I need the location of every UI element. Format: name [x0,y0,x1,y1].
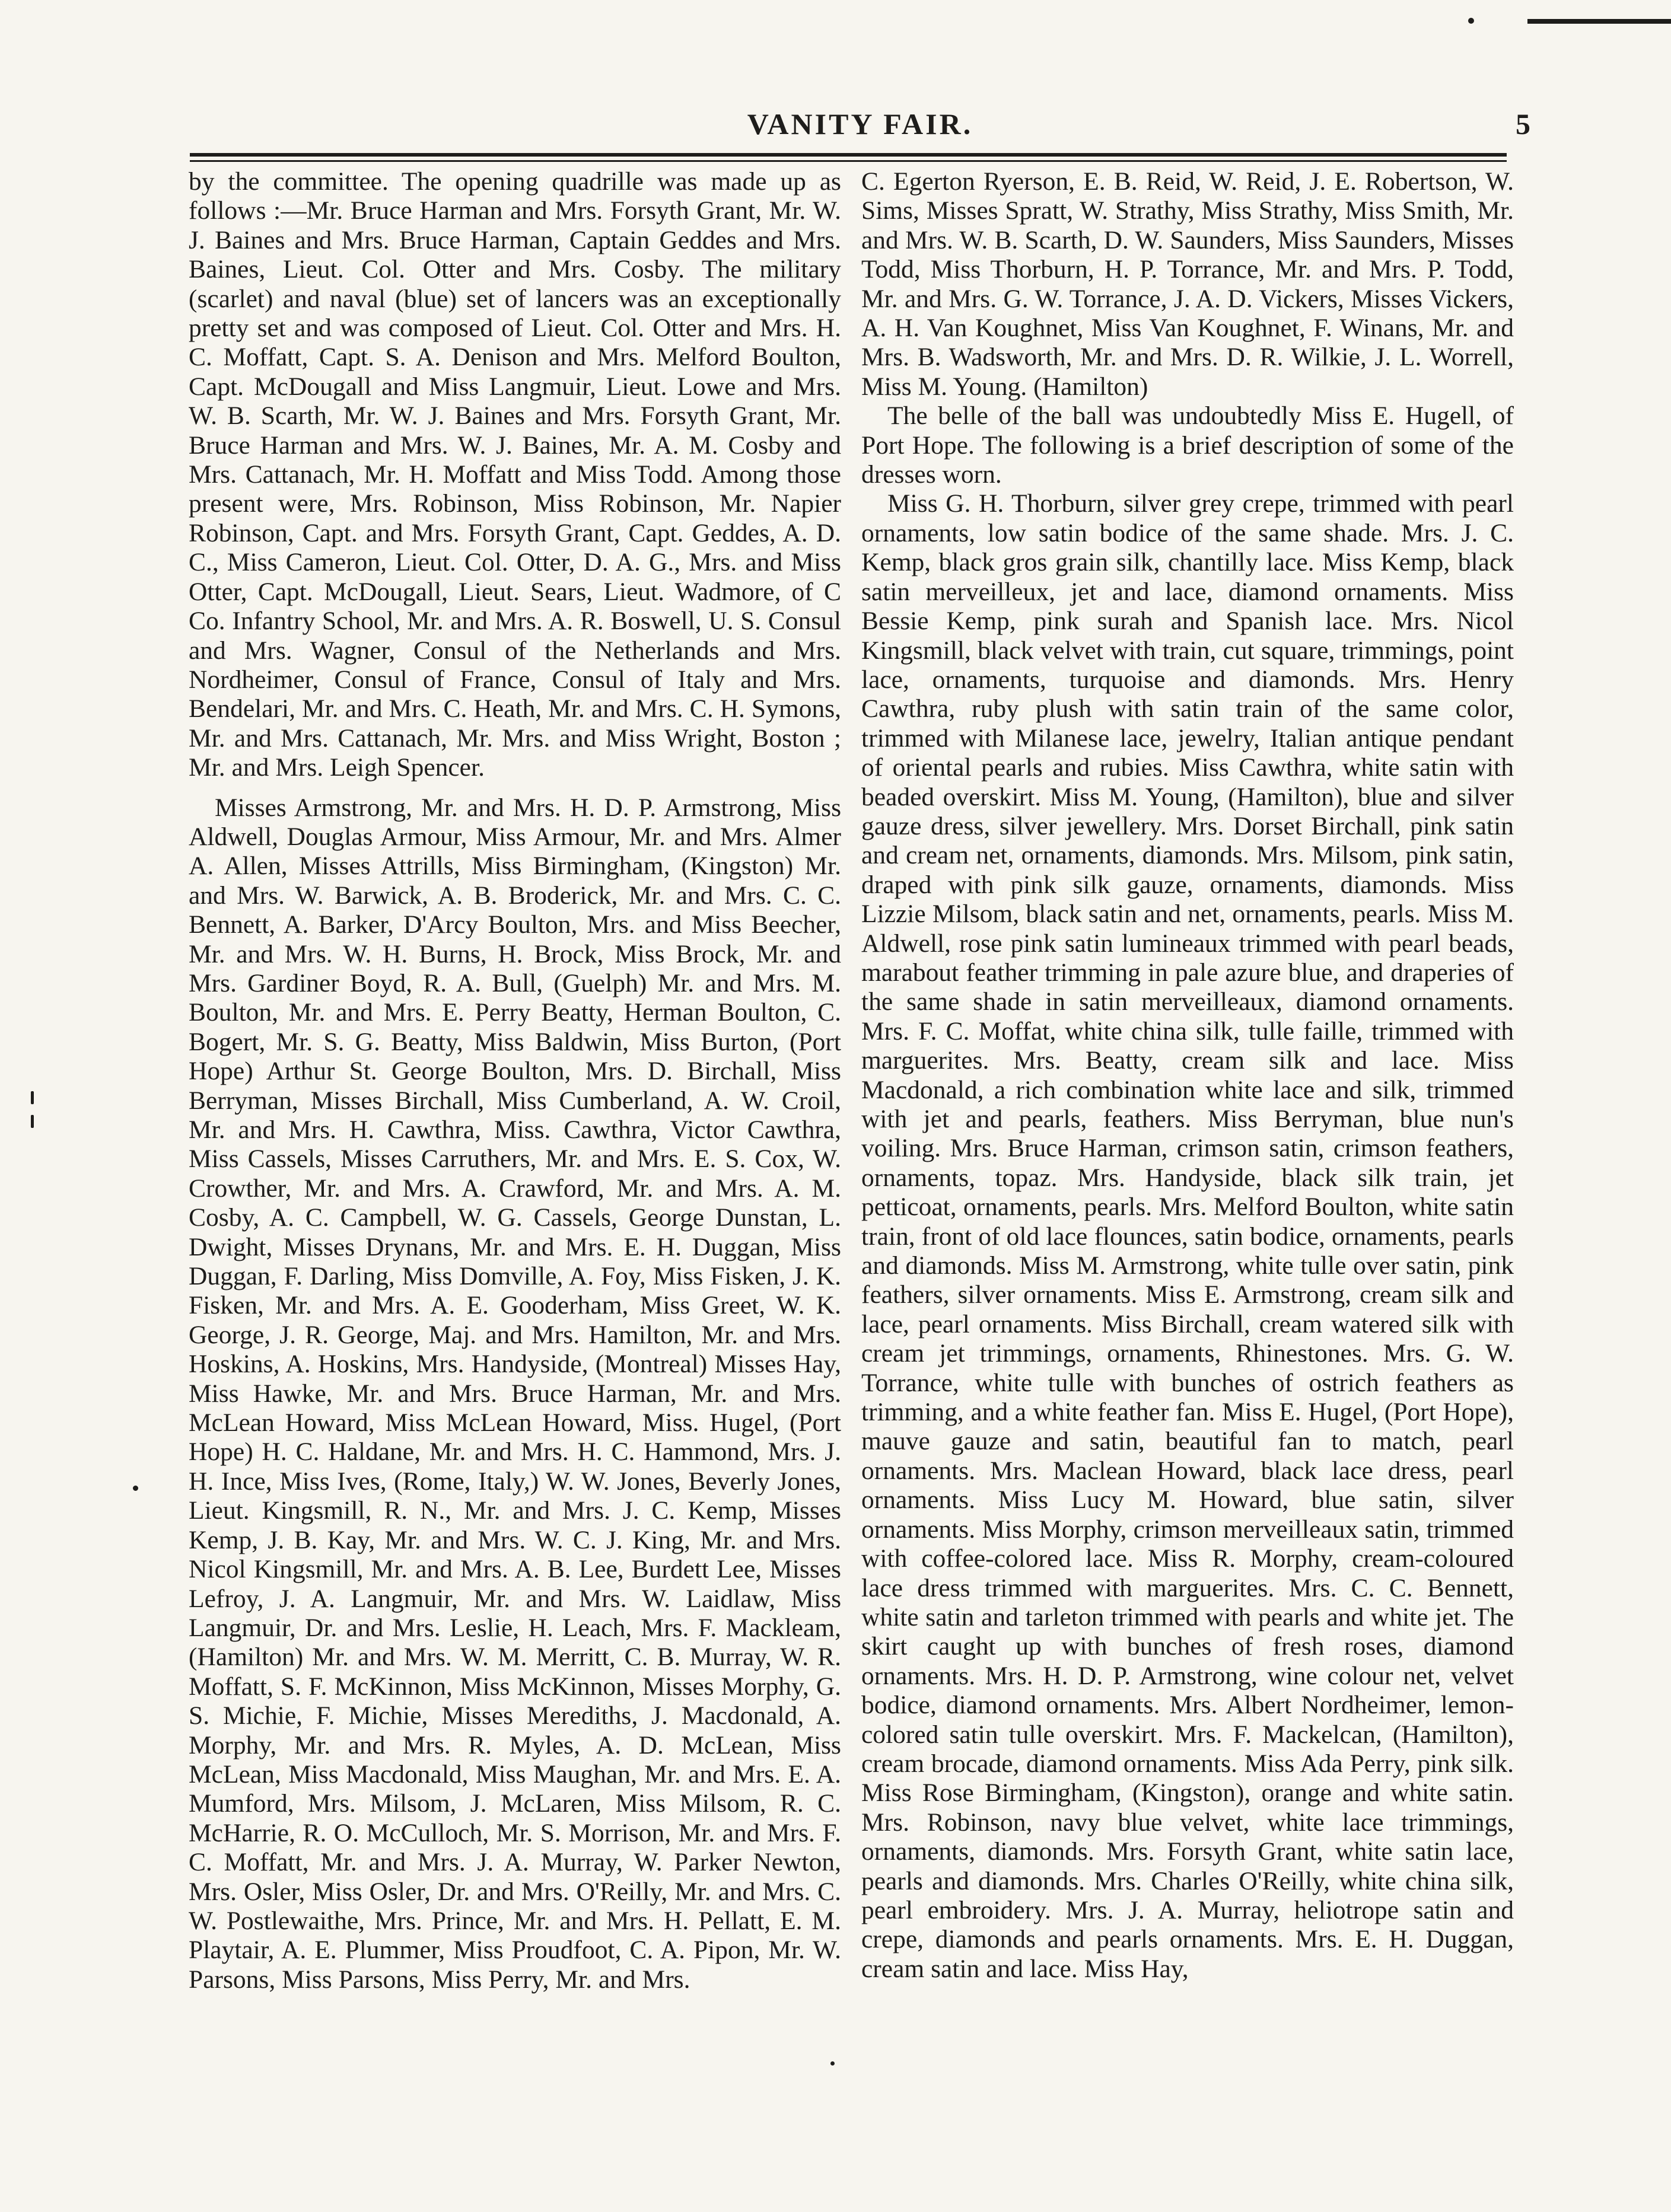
masthead-title: VANITY FAIR. [747,107,973,141]
top-edge-mark [1527,19,1671,24]
paragraph-guest-list-continued: C. Egerton Ryerson, E. B. Reid, W. Reid, J. E. Robertson, W. Sims, Misses Spratt, W. Strathy, Miss Strathy, Miss Smith, Mr. and Mrs. W. B. Scarth, D. W. Saunders, Miss Saunders, Misses Todd, Miss Thorburn, H. P. Torrance, Mr. and Mrs. P. Todd, Mr. and Mrs. G. W. Torrance, J. A. D. Vickers, Misses Vickers, A. H. Van Koughnet, Miss Van Koughnet, F. Winans, Mr. and Mrs. B. Wadsworth, Mr. and Mrs. D. R. Wilkie, J. L. Worrell, Miss M. Young. (Hamilton) [861,167,1514,401]
left-column [189,167,841,1994]
ink-speck [31,1091,34,1104]
paragraph-guest-list: Misses Armstrong, Mr. and Mrs. H. D. P. Armstrong, Miss Aldwell, Douglas Armour, Miss Armour, Mr. and Mrs. Almer A. Allen, Misses Attrills, Miss Birmingham, (Kingston) Mr. and Mrs. W. Barwick, A. B. Broderick, Mr. and Mrs. C. C. Bennett, A. Barker, D'Arcy Boulton, Mrs. and Miss Beecher, Mr. and Mrs. W. H. Burns, H. Brock, Miss Brock, Mr. and Mrs. Gardiner Boyd, R. A. Bull, (Guelph) Mr. and Mrs. M. Boulton, Mr. and Mrs. E. Perry Beatty, Herman Boulton, C. Bogert, Mr. S. G. Beatty, Miss Baldwin, Miss Burton, (Port Hope) Arthur St. George Boulton, Mrs. D. Birchall, Miss Berryman, Misses Birchall, Miss Cumberland, A. W. Croil, Mr. and Mrs. H. Cawthra, Miss. Cawthra, Victor Cawthra, Miss Cassels, Misses Carruthers, Mr. and Mrs. E. S. Cox, W. Crowther, Mr. and Mrs. A. Crawford, Mr. and Mrs. A. M. Cosby, A. C. Campbell, W. G. Cassels, George Dunstan, L. Dwight, Misses Drynans, Mr. and Mrs. E. H. Duggan, Miss Duggan, F. Darling, Miss Domville, A. Foy, Miss Fisken, J. K. Fisken, Mr. and Mrs. A. E. Gooderham, Miss Greet, W. K. George, J. R. George, Maj. and Mrs. Hamilton, Mr. and Mrs. Hoskins, A. Hoskins, Mrs. Handyside, (Montreal) Misses Hay, Miss Hawke, Mr. and Mrs. Bruce Harman, Mr. and Mrs. McLean Howard, Miss McLean Howard, Miss. Hugel, (Port Hope) H. C. Haldane, Mr. and Mrs. H. C. Hammond, Mrs. J. H. Ince, Miss Ives, (Rome, Italy,) W. W. Jones, Beverly Jones, Lieut. Kingsmill, R. N., Mr. and Mrs. J. C. Kemp, Misses Kemp, J. B. Kay, Mr. and Mrs. W. C. J. King, Mr. and Mrs. Nicol Kingsmill, Mr. and Mrs. A. B. Lee, Burdett Lee, Misses Lefroy, J. A. Langmuir, Mr. and Mrs. W. Laidlaw, Miss Langmuir, Dr. and Mrs. Leslie, H. Leach, Mrs. F. Mackleam, (Hamilton) Mr. and Mrs. W. M. Merritt, C. B. Murray, W. R. Moffatt, S. F. McKinnon, Miss McKinnon, Misses Morphy, G. S. Michie, F. Michie, Misses Merediths, J. Macdonald, A. Morphy, Mr. and Mrs. R. Myles, A. D. McLean, Miss McLean, Miss Macdonald, Miss Maughan, Mr. and Mrs. E. A. Mumford, Mrs. Milsom, J. McLaren, Miss Milsom, R. C. McHarrie, R. O. McCulloch, Mr. S. Morrison, Mr. and Mrs. F. C. Moffatt, Mr. and Mrs. J. A. Murray, W. Parker Newton, Mrs. Osler, Miss Osler, Dr. and Mrs. O'Reilly, Mr. and Mrs. C. W. Postlewaithe, Mrs. Prince, Mr. and Mrs. H. Pellatt, E. M. Playtair, A. E. Plummer, Miss Proudfoot, C. A. Pipon, Mr. W. Parsons, Miss Parsons, Miss Perry, Mr. and Mrs. [189,793,841,1994]
paragraph-dance-sets: by the committee. The opening quadrille was made up as follows :—Mr. Bruce Harman and Mrs. Forsyth Grant, Mr. W. J. Baines and Mrs. Bruce Harman, Captain Geddes and Mrs. Baines, Lieut. Col. Otter and Mrs. Cosby. The military (scarlet) and naval (blue) set of lancers was an exceptionally pretty set and was composed of Lieut. Col. Otter and Mrs. H. C. Moffatt, Capt. S. A. Denison and Mrs. Melford Boulton, Capt. McDougall and Miss Langmuir, Lieut. Lowe and Mrs. W. B. Scarth, Mr. W. J. Baines and Mrs. Forsyth Grant, Mr. Bruce Harman and Mrs. W. J. Baines, Mr. A. M. Cosby and Mrs. Cattanach, Mr. H. Moffatt and Miss Todd. Among those present were, Mrs. Robinson, Miss Robinson, Mr. Napier Robinson, Capt. and Mrs. Forsyth Grant, Capt. Geddes, A. D. C., Miss Cameron, Lieut. Col. Otter, D. A. G., Mrs. and Miss Otter, Capt. McDougall, Lieut. Sears, Lieut. Wadmore, of C Co. Infantry School, Mr. and Mrs. A. R. Boswell, U. S. Consul and Mrs. Wagner, Consul of the Netherlands and Mrs. Nordheimer, Consul of France, Consul of Italy and Mrs. Bendelari, Mr. and Mrs. C. Heath, Mr. and Mrs. C. H. Symons, Mr. and Mrs. Cattanach, Mr. Mrs. and Miss Wright, Boston ; Mr. and Mrs. Leigh Spencer. [189,167,841,782]
ink-speck [133,1486,138,1491]
header-rule-thin [190,160,1507,162]
ink-speck [31,1115,34,1128]
paragraph-belle-of-ball: The belle of the ball was undoubtedly Miss E. Hugell, of Port Hope. The following is a brief description of some of the dresses worn. [861,401,1514,489]
ink-speck [830,2061,835,2066]
page-header [190,107,1530,148]
right-column [861,167,1514,1984]
ink-speck [1468,18,1474,24]
page-number: 5 [1516,107,1530,141]
paragraph-dresses: Miss G. H. Thorburn, silver grey crepe, trimmed with pearl ornaments, low satin bodice of the same shade. Mrs. J. C. Kemp, black gros grain silk, chantilly lace. Miss Kemp, black satin merveilleux, jet and lace, diamond ornaments. Miss Bessie Kemp, pink surah and Spanish lace. Mrs. Nicol Kingsmill, black velvet with train, cut square, trimmings, point lace, ornaments, turquoise and diamonds. Mrs. Henry Cawthra, ruby plush with satin train of the same color, trimmed with Milanese lace, jewelry, Italian antique pendant of oriental pearls and rubies. Miss Cawthra, white satin with beaded overskirt. Miss M. Young, (Hamilton), blue and silver gauze dress, silver jewellery. Mrs. Dorset Birchall, pink satin and cream net, ornaments, diamonds. Mrs. Milsom, pink satin, draped with pink silk gauze, ornaments, diamonds. Miss Lizzie Milsom, black satin and net, ornaments, pearls. Miss M. Aldwell, rose pink satin lumineaux trimmed with pearl beads, marabout feather trimming in pale azure blue, and draperies of the same shade in satin merveilleaux, diamond ornaments. Mrs. F. C. Moffat, white china silk, tulle faille, trimmed with marguerites. Mrs. Beatty, cream silk and lace. Miss Macdonald, a rich combination white lace and silk, trimmed with jet and pearls, feathers. Miss Berryman, blue nun's voiling. Mrs. Bruce Harman, crimson satin, crimson feathers, ornaments, topaz. Mrs. Handyside, black silk train, jet petticoat, ornaments, pearls. Mrs. Melford Boulton, white satin train, front of old lace flounces, satin bodice, ornaments, pearls and diamonds. Miss M. Armstrong, white tulle over satin, pink feathers, silver ornaments. Miss E. Armstrong, cream silk and lace, pearl ornaments. Miss Birchall, cream watered silk with cream jet trimmings, ornaments, Rhinestones. Mrs. G. W. Torrance, white tulle with bunches of ostrich feathers as trimming, and a white feather fan. Miss E. Hugel, (Port Hope), mauve gauze and satin, beautiful fan to match, pearl ornaments. Mrs. Maclean Howard, black lace dress, pearl ornaments. Miss Lucy M. Howard, blue satin, silver ornaments. Miss Morphy, crimson merveilleaux satin, trimmed with coffee-colored lace. Miss R. Morphy, cream-coloured lace dress trimmed with marguerites. Mrs. C. C. Bennett, white satin and tarleton trimmed with pearls and white jet. The skirt caught up with bunches of fresh roses, diamond ornaments. Mrs. H. D. P. Armstrong, wine colour net, velvet bodice, diamond ornaments. Mrs. Albert Nordheimer, lemon-colored satin tulle overskirt. Mrs. F. Mackelcan, (Hamilton), cream brocade, diamond ornaments. Miss Ada Perry, pink silk. Miss Rose Birmingham, (Kingston), orange and white satin. Mrs. Robinson, navy blue velvet, white lace trimmings, ornaments, diamonds. Mrs. Forsyth Grant, white satin lace, pearls and diamonds. Mrs. Charles O'Reilly, white china silk, pearl embroidery. Mrs. J. A. Murray, heliotrope satin and crepe, diamonds and pearls ornaments. Mrs. E. H. Duggan, cream satin and lace. Miss Hay, [861,489,1514,1983]
header-rule-thick [190,153,1507,157]
